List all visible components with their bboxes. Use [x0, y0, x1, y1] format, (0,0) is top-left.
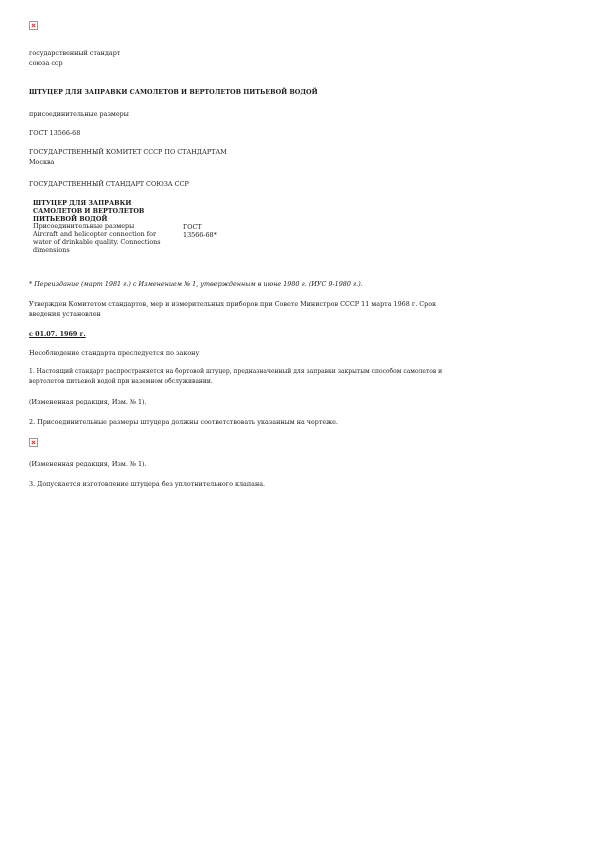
document-subtitle: присоединительные размеры	[29, 110, 129, 118]
title-ru-subtitle: Присоединительные размеры	[33, 222, 135, 231]
clause-2: 2. Присоединительные размеры штуцера должны соответствовать указанным на чертеже.	[29, 418, 338, 426]
title-ru-line-1: ШТУЦЕР ДЛЯ ЗАПРАВКИ	[33, 199, 132, 207]
effective-date: с 01.07. 1969 г.	[29, 330, 86, 338]
law-notice: Несоблюдение стандарта преследуется по закону	[29, 349, 200, 357]
title-en-line-3: dimensions	[33, 245, 70, 254]
clause-3: 3. Допускается изготовление штуцера без уплотнительного клапана.	[29, 480, 266, 488]
document-main-title: ШТУЦЕР ДЛЯ ЗАПРАВКИ САМОЛЕТОВ И ВЕРТОЛЕТОВ ПИТЬЕВОЙ ВОДОЙ	[29, 88, 318, 96]
title-block	[33, 200, 178, 255]
amendment-note-2: (Измененная редакция, Изм. № 1).	[29, 460, 147, 468]
title-ru-line-3: ПИТЬЕВОЙ ВОДОЙ	[33, 214, 108, 223]
title-en-line-2: water of drinkable quality. Connections	[33, 238, 161, 247]
committee-city: Москва	[29, 158, 55, 166]
gost-number: ГОСТ 13566-68	[29, 129, 81, 137]
gost-designation-block	[183, 223, 217, 240]
title-ru-line-2: САМОЛЕТОВ И ВЕРТОЛЕТОВ	[33, 206, 145, 215]
approval-line-1: Утвержден Комитетом стандартов, мер и измерительных приборов при Совете Министров СССР 11 марта 1968 г. Срок	[29, 300, 437, 308]
broken-image-icon	[29, 438, 38, 447]
gost-code: 13566-68*	[183, 231, 217, 240]
committee-name: ГОСУДАРСТВЕННЫЙ КОМИТЕТ СССР ПО СТАНДАРТАМ	[29, 148, 227, 156]
approval-line-2: введения установлен	[29, 310, 101, 318]
reissue-note: * Переиздание (март 1981 г.) с Изменением № 1, утвержденным в июне 1980 г. (ИУС 9-1980 г.).	[29, 280, 363, 288]
clause-1-line-2: вертолетов питьевой водой при наземном обслуживании.	[29, 378, 213, 385]
amendment-note-1: (Измененная редакция, Изм. № 1).	[29, 398, 147, 406]
title-en-line-1: Aircraft and helicopter connection for	[33, 230, 157, 239]
broken-image-icon	[29, 21, 38, 30]
gost-label: ГОСТ	[183, 223, 202, 231]
clause-1-line-1: 1. Настоящий стандарт распространяется на бортовой штуцер, предназначенный для заправки закрытым способом самолетов и	[29, 368, 443, 375]
state-standard-heading: ГОСУДАРСТВЕННЫЙ СТАНДАРТ СОЮЗА ССР	[29, 180, 189, 188]
header-line-1: государственный стандарт	[29, 49, 121, 57]
header-line-2: союза сср	[29, 59, 63, 67]
